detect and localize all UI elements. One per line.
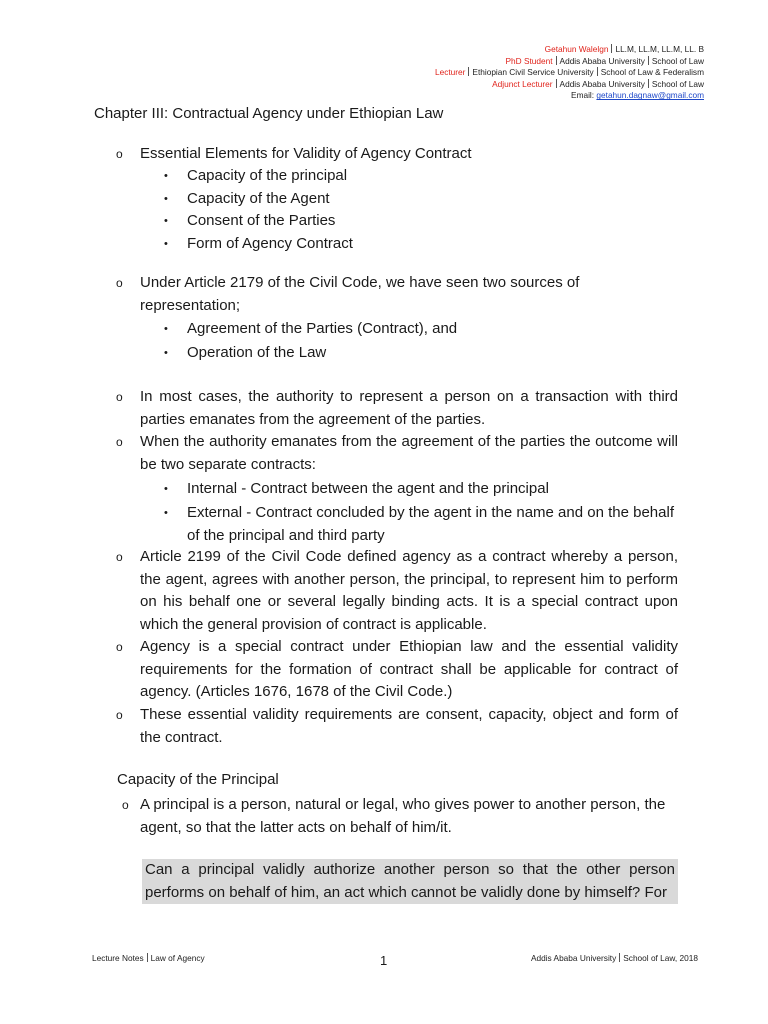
separator xyxy=(611,44,612,53)
footer-left xyxy=(92,953,205,963)
bullet-marker: o xyxy=(116,390,123,404)
header-dept: School of Law & Federalism xyxy=(600,67,704,78)
list-item xyxy=(116,386,678,431)
sub-list-item-text: Consent of the Parties xyxy=(187,212,336,229)
footer-school-year: School of Law, 2018 xyxy=(623,953,698,963)
sub-list-item xyxy=(164,188,678,211)
separator xyxy=(648,79,649,88)
header-org: Ethiopian Civil Service University xyxy=(472,67,594,78)
header-dept: School of Law xyxy=(651,78,704,89)
sub-list-item xyxy=(164,502,678,547)
bullet-marker: o xyxy=(116,276,123,290)
email-link[interactable]: getahun.dagnaw@gmail.com xyxy=(596,90,704,101)
dot-marker: • xyxy=(164,170,168,182)
list-item xyxy=(116,272,596,317)
dot-marker: • xyxy=(164,323,168,335)
sub-list-item xyxy=(164,478,678,501)
header-role: PhD Student xyxy=(505,55,553,66)
sub-list-item xyxy=(164,233,678,256)
bullet-marker: o xyxy=(116,708,123,722)
bullet-marker: o xyxy=(116,550,123,564)
separator xyxy=(147,953,148,962)
separator xyxy=(597,67,598,76)
bullet-marker: o xyxy=(116,435,123,449)
header-org: Addis Ababa University xyxy=(559,55,645,66)
author-name: Getahun Walelgn xyxy=(544,44,609,54)
list-item-text: When the authority emanates from the agreement of the parties the outcome will be two separate contracts: xyxy=(140,433,678,473)
sub-list-item-text: Capacity of the Agent xyxy=(187,190,330,207)
dot-marker: • xyxy=(164,507,168,519)
sub-list-item-text: Operation of the Law xyxy=(187,344,327,361)
list-item-text: Under Article 2179 of the Civil Code, we have seen two sources of representation; xyxy=(140,274,580,314)
list-item xyxy=(122,794,678,839)
header-line-4 xyxy=(435,79,704,91)
dot-marker: • xyxy=(164,238,168,250)
chapter-title: Chapter III: Contractual Agency under Ethiopian Law xyxy=(94,105,444,122)
sub-list-item xyxy=(164,318,678,341)
separator xyxy=(556,56,557,65)
header-line-5 xyxy=(435,90,704,102)
sub-list-item-text: External - Contract concluded by the agent in the name and on the behalf of the principal and third party xyxy=(187,504,674,544)
list-item xyxy=(116,143,678,166)
sub-list-item xyxy=(164,342,678,365)
list-item-text: Article 2199 of the Civil Code defined agency as a contract whereby a person, the agent, agrees with another person, the principal, to represent him to perform on his behalf one or several legally binding acts. It is a special contract upon which the general provision of contract is applicable. xyxy=(140,548,678,633)
header-line-2 xyxy=(435,56,704,68)
section-heading: Capacity of the Principal xyxy=(117,771,279,788)
header-dept: School of Law xyxy=(651,55,704,66)
list-item xyxy=(116,636,678,704)
bullet-marker: o xyxy=(116,147,123,161)
sub-list-item xyxy=(164,165,678,188)
email-label: Email: xyxy=(571,90,595,101)
separator xyxy=(648,56,649,65)
list-item-text: In most cases, the authority to represent a person on a transaction with third parties emanates from the agreement of the parties. xyxy=(140,388,678,428)
header-role: Adjunct Lecturer xyxy=(492,78,553,89)
list-item-text: Essential Elements for Validity of Agency Contract xyxy=(140,145,472,162)
dot-marker: • xyxy=(164,483,168,495)
header-line-3 xyxy=(435,67,704,79)
list-item-text: A principal is a person, natural or legal, who gives power to another person, the agent, so that the latter acts on behalf of him/it. xyxy=(140,796,666,836)
dot-marker: • xyxy=(164,193,168,205)
footer-course: Lecture Notes xyxy=(92,953,144,963)
separator xyxy=(619,953,620,962)
author-header xyxy=(435,44,704,102)
author-degrees: LL.M, LL.M, LL.M, LL. B xyxy=(615,44,704,54)
sub-list-item xyxy=(164,210,678,233)
sub-list-item-text: Capacity of the principal xyxy=(187,167,348,184)
list-item xyxy=(116,546,678,636)
page-number: 1 xyxy=(380,953,388,968)
footer-subject: Law of Agency xyxy=(150,953,205,963)
header-org: Addis Ababa University xyxy=(559,78,645,89)
bullet-marker: o xyxy=(122,798,129,812)
footer-university: Addis Ababa University xyxy=(530,953,617,963)
list-item xyxy=(116,704,678,749)
separator xyxy=(556,79,557,88)
sub-list-item-text: Form of Agency Contract xyxy=(187,235,353,252)
list-item xyxy=(116,431,678,476)
sub-list-item-text: Internal - Contract between the agent and the principal xyxy=(187,480,549,497)
sub-list-item-text: Agreement of the Parties (Contract), and xyxy=(187,320,458,337)
list-item-text: Agency is a special contract under Ethiopian law and the essential validity requirements for the formation of contract shall be applicable for contract of agency. (Articles 1676, 1678 of the Civil Code.) xyxy=(140,638,678,701)
list-item-text: These essential validity requirements are consent, capacity, object and form of the contract. xyxy=(140,706,678,746)
separator xyxy=(468,67,469,76)
header-line-1 xyxy=(435,44,704,56)
footer-right xyxy=(531,953,698,963)
highlighted-question: Can a principal validly authorize another person so that the other person performs on behalf of him, an act which cannot be validly done by himself? For xyxy=(142,859,678,904)
dot-marker: • xyxy=(164,215,168,227)
header-role: Lecturer xyxy=(434,67,466,78)
bullet-marker: o xyxy=(116,640,123,654)
dot-marker: • xyxy=(164,347,168,359)
